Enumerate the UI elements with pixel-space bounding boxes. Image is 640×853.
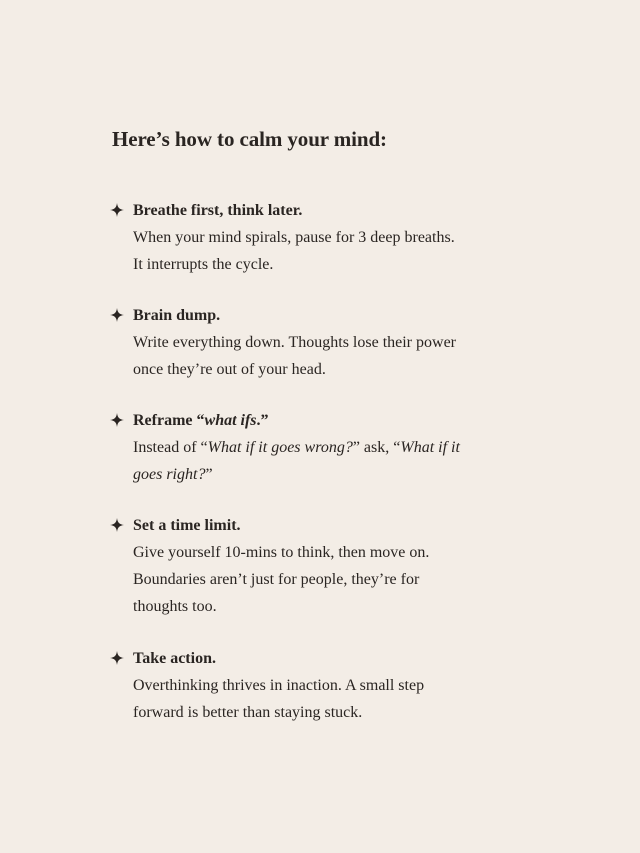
tip-line: Give yourself 10-mins to think, then move on. — [133, 544, 430, 561]
four-point-star-icon — [110, 203, 124, 217]
tip-line — [133, 434, 513, 461]
tip-item-breathe — [110, 197, 530, 278]
tip-item-brain-dump — [110, 302, 530, 383]
tip-description — [133, 539, 513, 620]
tip-title: Set a time limit. — [133, 517, 241, 534]
tip-title: Breathe first, think later. — [133, 202, 303, 219]
four-point-star-icon — [110, 413, 124, 427]
tip-title-prefix: Reframe “ — [133, 412, 205, 429]
tip-line: thoughts too. — [133, 598, 217, 615]
page-title: Here’s how to calm your mind: — [112, 127, 387, 151]
tip-title-emphasis: what ifs — [204, 412, 257, 429]
tip-line: When your mind spirals, pause for 3 deep breaths. — [133, 229, 455, 246]
four-point-star-icon — [110, 651, 124, 665]
four-point-star-icon — [110, 308, 124, 322]
text-run: ” ask, “ — [352, 439, 401, 456]
tip-title: Take action. — [133, 650, 216, 667]
tip-line: once they’re out of your head. — [133, 361, 326, 378]
tip-description — [133, 329, 513, 383]
quote-right-end: goes right? — [133, 466, 206, 483]
tip-line: It interrupts the cycle. — [133, 256, 274, 273]
tip-line — [133, 461, 513, 488]
tip-line: Boundaries aren’t just for people, they’re for — [133, 571, 420, 588]
quote-right-start: What if it — [400, 439, 460, 456]
tip-description — [133, 434, 513, 488]
tip-description — [133, 224, 513, 278]
quote-wrong: What if it goes wrong? — [207, 439, 353, 456]
four-point-star-icon — [110, 518, 124, 532]
text-run: Instead of “ — [133, 439, 208, 456]
tip-line: forward is better than staying stuck. — [133, 704, 363, 721]
tip-item-reframe — [110, 407, 530, 488]
tip-item-time-limit — [110, 512, 530, 620]
text-run: ” — [205, 466, 213, 483]
tip-line: Overthinking thrives in inaction. A small step — [133, 677, 425, 694]
tip-description — [133, 672, 513, 726]
tip-title: Brain dump. — [133, 307, 221, 324]
tip-line: Write everything down. Thoughts lose their power — [133, 334, 456, 351]
tip-title-suffix: .” — [256, 412, 269, 429]
tip-title — [133, 407, 269, 434]
tip-item-take-action — [110, 645, 530, 726]
